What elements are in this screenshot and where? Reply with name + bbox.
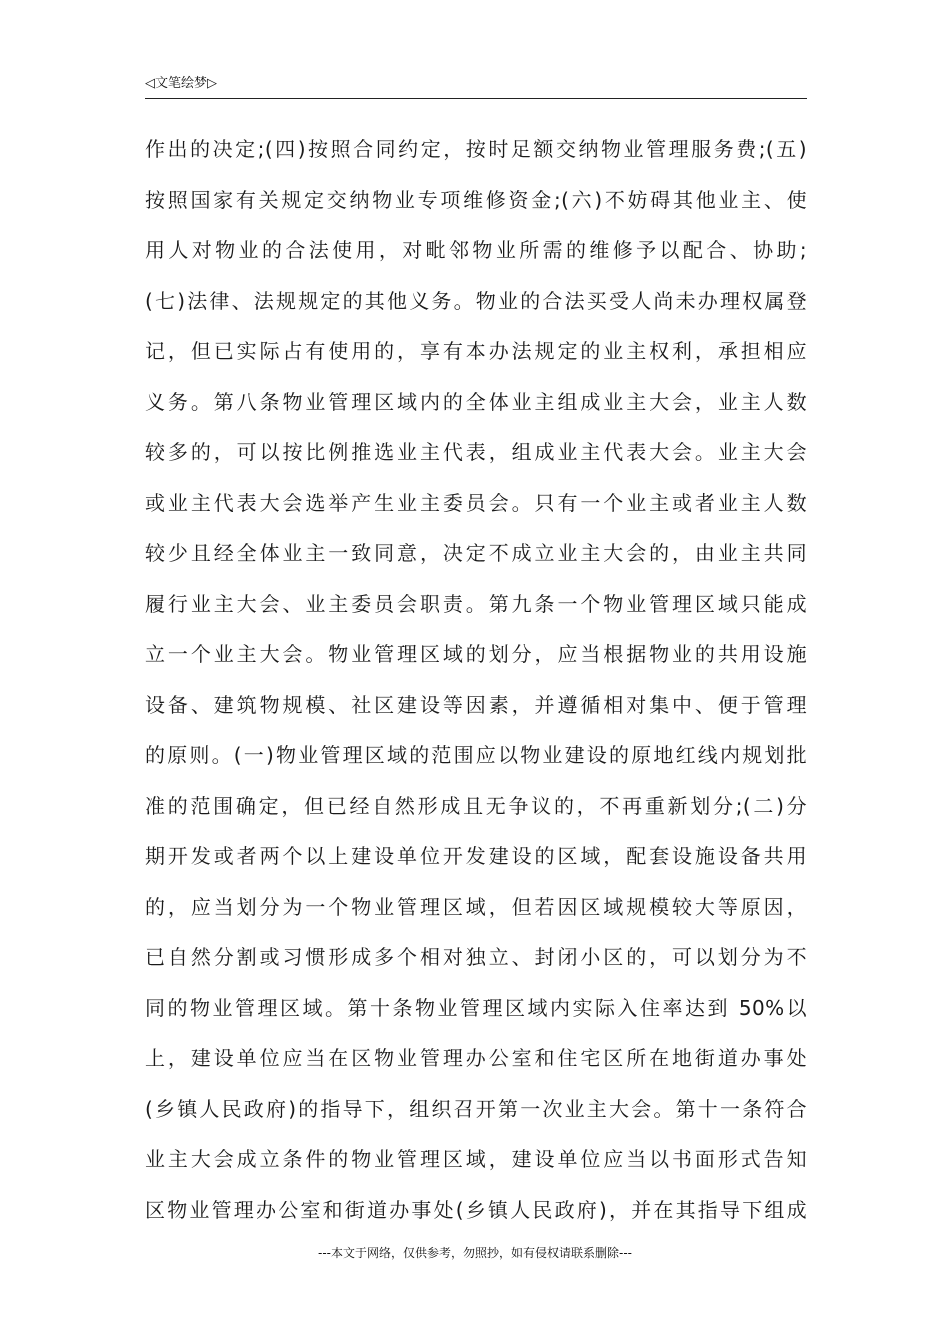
text-line: 立一个业主大会。物业管理区域的划分，应当根据物业的共用设施 bbox=[145, 642, 807, 666]
text-line: 设备、建筑物规模、社区建设等因素，并遵循相对集中、便于管理 bbox=[145, 692, 807, 717]
text-line: 较多的，可以按比例推选业主代表，组成业主代表大会。业主大会 bbox=[145, 440, 807, 464]
text-line: (乡镇人民政府)的指导下，组织召开第一次业主大会。第十一条符合 bbox=[145, 1096, 807, 1121]
page-header bbox=[145, 74, 807, 99]
text-line: 或业主代表大会选举产生业主委员会。只有一个业主或者业主人数 bbox=[145, 490, 807, 515]
text-line: 履行业主大会、业主委员会职责。第九条一个物业管理区域只能成 bbox=[145, 591, 807, 616]
text-line: 记，但已实际占有使用的，享有本办法规定的业主权利，承担相应 bbox=[145, 339, 807, 363]
text-line: 的，应当划分为一个物业管理区域，但若因区域规模较大等原因， bbox=[145, 894, 807, 919]
text-line: 准的范围确定，但已经自然形成且无争议的，不再重新划分;(二)分 bbox=[145, 793, 807, 818]
text-line: 作出的决定;(四)按照合同约定，按时足额交纳物业管理服务费;(五) bbox=[145, 137, 807, 161]
text-line: 已自然分割或习惯形成多个相对独立、封闭小区的，可以划分为不 bbox=[145, 945, 807, 969]
text-line: 期开发或者两个以上建设单位开发建设的区域，配套设施设备共用 bbox=[145, 844, 807, 868]
text-line: 同的物业管理区域。第十条物业管理区域内实际入住率达到 50%以 bbox=[145, 995, 807, 1020]
text-line: 的原则。(一)物业管理区域的范围应以物业建设的原地红线内规划批 bbox=[145, 743, 807, 767]
text-line: 业主大会成立条件的物业管理区域，建设单位应当以书面形式告知 bbox=[145, 1147, 807, 1171]
text-line: 上，建设单位应当在区物业管理办公室和住宅区所在地街道办事处 bbox=[145, 1046, 807, 1070]
header-brand: ◁文笔绘梦▷ bbox=[145, 76, 217, 91]
text-line: 用人对物业的合法使用，对毗邻物业所需的维修予以配合、协助; bbox=[145, 238, 807, 262]
text-line: (七)法律、法规规定的其他义务。物业的合法买受人尚未办理权属登 bbox=[145, 288, 807, 313]
page-footer-note: ---本文于网络，仅供参考，勿照抄，如有侵权请联系删除--- bbox=[318, 1246, 632, 1260]
text-line: 区物业管理办公室和街道办事处(乡镇人民政府)，并在其指导下组成 bbox=[145, 1197, 807, 1222]
text-line: 义务。第八条物业管理区域内的全体业主组成业主大会，业主人数 bbox=[145, 389, 807, 414]
text-line: 较少且经全体业主一致同意，决定不成立业主大会的，由业主共同 bbox=[145, 541, 807, 565]
text-line: 按照国家有关规定交纳物业专项维修资金;(六)不妨碍其他业主、使 bbox=[145, 187, 807, 212]
document-body bbox=[145, 124, 807, 1235]
